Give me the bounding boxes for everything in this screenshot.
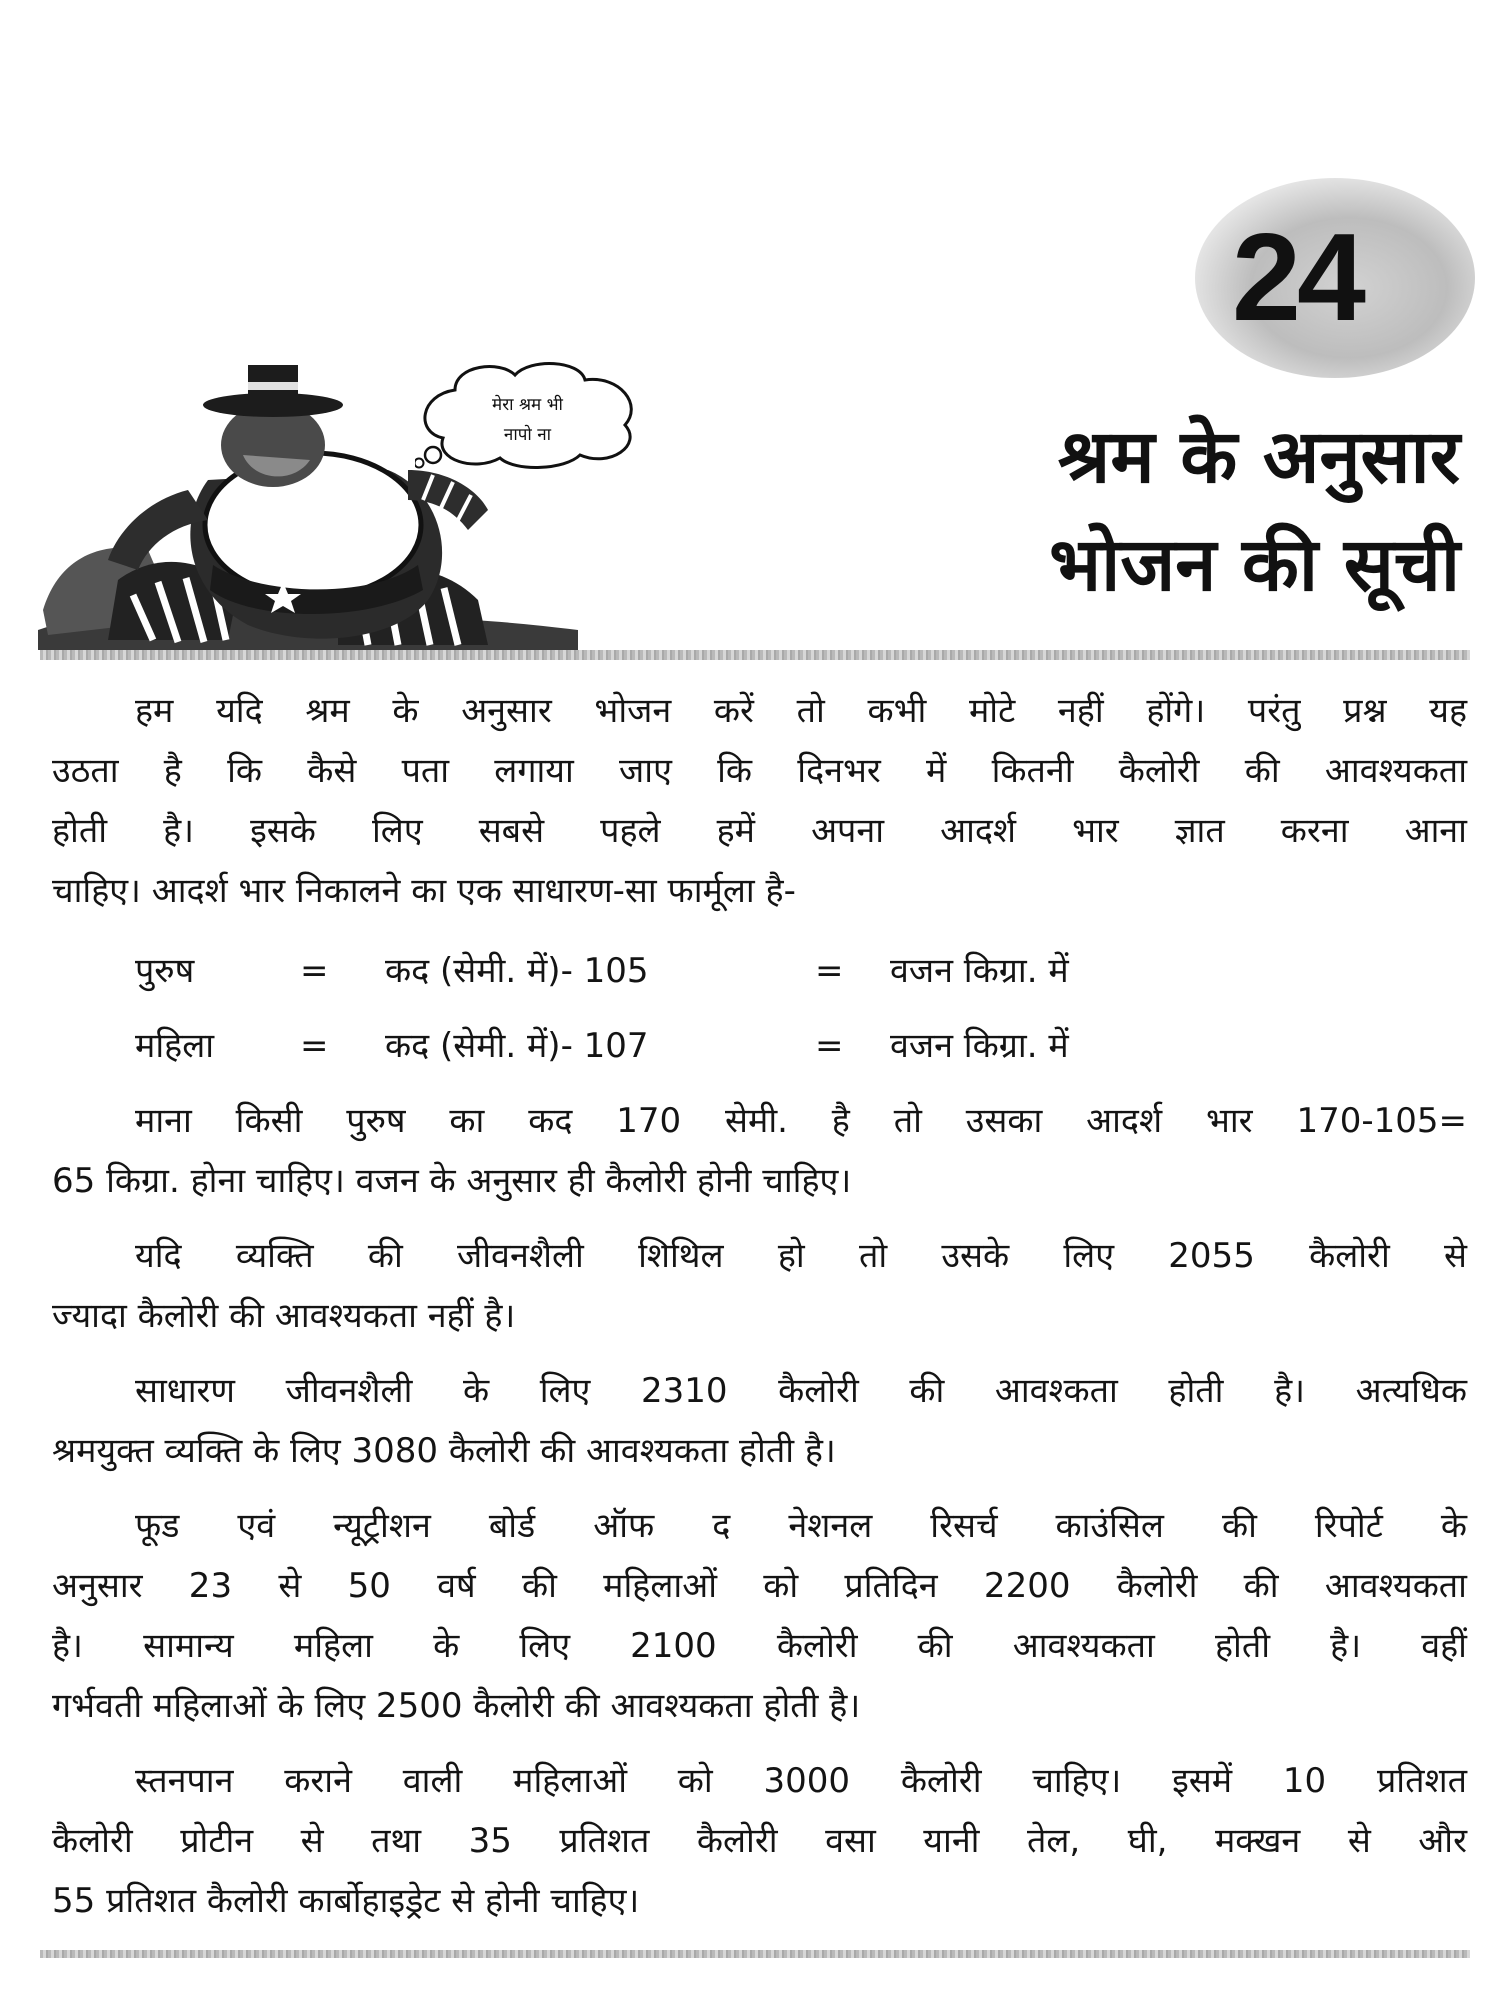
formula-equals: = [815,1026,844,1066]
formula-equals: = [815,951,844,991]
thought-line-2: नापो ना [503,425,552,445]
formula-equals: = [300,1026,329,1066]
para5-line2: अनुसार 23 से 50 वर्ष की महिलाओं को प्रतिदिन 2200 कैलोरी की आवश्यकता [52,1566,1467,1606]
para3-line1: यदि व्यक्ति की जीवनशैली शिथिल हो तो उसके लिए 2055 कैलोरी से [135,1236,1467,1276]
para1-line3: होती है। इसके लिए सबसे पहले हमें अपना आदर्श भार ज्ञात करना आना [52,811,1467,851]
para2-line2: 65 किग्रा. होना चाहिए। वजन के अनुसार ही कैलोरी होनी चाहिए। [52,1161,852,1201]
para1-line4: चाहिए। आदर्श भार निकालने का एक साधारण-सा फार्मूला है- [52,871,796,911]
para1-line1: हम यदि श्रम के अनुसार भोजन करें तो कभी मोटे नहीं होंगे। परंतु प्रश्न यह [135,691,1467,731]
para5-line4: गर्भवती महिलाओं के लिए 2500 कैलोरी की आवश्यकता होती है। [52,1686,861,1726]
para4-line2: श्रमयुक्त व्यक्ति के लिए 3080 कैलोरी की आवश्यकता होती है। [52,1431,836,1471]
para4-line1: साधारण जीवनशैली के लिए 2310 कैलोरी की आवश्कता होती है। अत्यधिक [135,1371,1467,1411]
chapter-title-line-1: श्रम के अनुसार [1057,414,1460,500]
para3-line2: ज्यादा कैलोरी की आवश्यकता नहीं है। [52,1296,516,1336]
formula-label: महिला [135,1026,215,1066]
para5-line1: फूड एवं न्यूट्रीशन बोर्ड ऑफ द नेशनल रिसर्च काउंसिल की रिपोर्ट के [135,1506,1467,1546]
para6-line3: 55 प्रतिशत कैलोरी कार्बोहाइड्रेट से होनी चाहिए। [52,1881,640,1921]
formula-expression: कद (सेमी. में)- 105 [385,951,649,991]
header-divider [40,650,1470,660]
chapter-number: 24 [1232,209,1362,347]
formula-result: वजन किग्रा. में [890,951,1069,991]
chapter-title-line-2: भोजन की सूची [1049,522,1460,608]
footer-divider [40,1950,1470,1958]
thought-line-1: मेरा श्रम भी [492,395,563,415]
formula-female [135,1021,1235,1071]
formula-male [135,946,1235,996]
para1-line2: उठता है कि कैसे पता लगाया जाए कि दिनभर में कितनी कैलोरी की आवश्यकता [52,751,1467,791]
formula-equals: = [300,951,329,991]
para2-line1: माना किसी पुरुष का कद 170 सेमी. है तो उसका आदर्श भार 170-105= [135,1101,1467,1141]
formula-expression: कद (सेमी. में)- 107 [385,1026,649,1066]
para5-line3: है। सामान्य महिला के लिए 2100 कैलोरी की आवश्यकता होती है। वहीं [52,1626,1467,1666]
thought-bubble-text [440,390,615,450]
para6-line1: स्तनपान कराने वाली महिलाओं को 3000 कैलोरी चाहिए। इसमें 10 प्रतिशत [135,1761,1467,1801]
formula-label: पुरुष [135,951,195,991]
para6-line2: कैलोरी प्रोटीन से तथा 35 प्रतिशत कैलोरी वसा यानी तेल, घी, मक्खन से और [52,1821,1467,1861]
formula-result: वजन किग्रा. में [890,1026,1069,1066]
